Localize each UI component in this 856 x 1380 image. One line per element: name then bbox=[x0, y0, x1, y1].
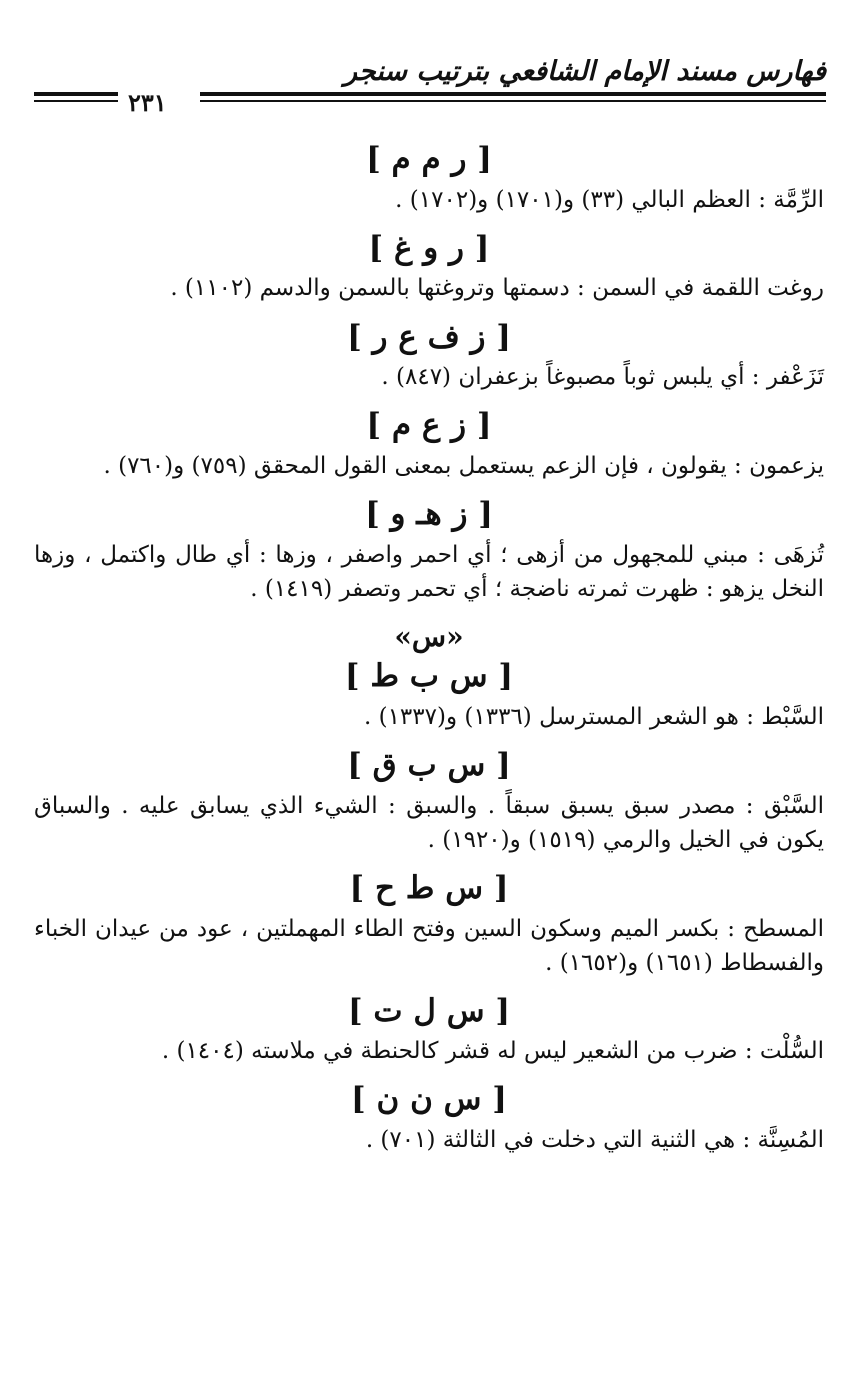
entry-text: تَزَعْفر : أي يلبس ثوباً مصبوغاً بزعفران (٨٤٧) . bbox=[381, 364, 824, 391]
root-heading: [ ر م م ] bbox=[366, 141, 492, 177]
section-s-l-t bbox=[34, 994, 824, 1069]
entry-text: السَّبْط : هو الشعر المسترسل (١٣٣٦) و(١٣٣٧) . bbox=[363, 704, 824, 731]
section-z-h-w bbox=[34, 497, 824, 606]
entry-text: المسطح : بكسر الميم وسكون السين وفتح الطاء المهملتين ، عود من عيدان الخباء والفسطاط (١٦٥١) و(١٦٥٢) . bbox=[34, 915, 824, 976]
section-s-n-n bbox=[34, 1082, 824, 1157]
root-heading: [ س ب ق ] bbox=[347, 747, 511, 784]
header-rule-right bbox=[200, 92, 826, 106]
section-z-a-m bbox=[34, 408, 824, 483]
letter-heading-sin: «س» bbox=[394, 619, 464, 653]
entry-text: يزعمون : يقولون ، فإن الزعم يستعمل بمعنى القول المحقق (٧٥٩) و(٧٦٠) . bbox=[103, 452, 824, 479]
entry-text: المُسِنَّة : هي الثنية التي دخلت في الثالثة (٧٠١) . bbox=[365, 1127, 824, 1154]
root-heading: [ ر و غ ] bbox=[368, 229, 490, 266]
root-heading: [ ز هـ و ] bbox=[365, 496, 493, 532]
entry-text: الرِّمَّة : العظم البالي (٣٣) و(١٧٠١) و(١٧٠٢) . bbox=[395, 186, 824, 213]
entry-text: روغت اللقمة في السمن : دسمتها وتروغتها بالسمن والدسم (١١٠٢) . bbox=[170, 275, 824, 302]
section-z-f-a-r bbox=[34, 320, 824, 395]
section-s-t-h bbox=[34, 871, 824, 980]
page-number: ٢٣١ bbox=[128, 88, 167, 117]
header-rule-left bbox=[34, 92, 118, 106]
root-heading: [ ز ف ع ر ] bbox=[347, 318, 511, 355]
entry-text: السَّبْق : مصدر سبق يسبق سبقاً . والسبق : الشيء الذي يسابق عليه . والسباق يكون في الخيل والرمي (١٥١٩) و(١٩٢٠) . bbox=[34, 792, 824, 853]
root-heading: [ س ن ن ] bbox=[351, 1081, 507, 1118]
entry-text: السُّلْت : ضرب من الشعير ليس له قشر كالحنطة في ملاسته (١٤٠٤) . bbox=[161, 1038, 824, 1065]
page-content bbox=[34, 142, 824, 1171]
page-header bbox=[30, 50, 826, 117]
section-r-w-gh bbox=[34, 231, 824, 306]
section-s-b-q bbox=[34, 748, 824, 857]
section-s-b-t bbox=[34, 659, 824, 734]
root-heading: [ س ط ح ] bbox=[349, 869, 509, 906]
entry-text: تُزهَى : مبني للمجهول من أزهى ؛ أي احمر واصفر ، وزها : أي طال واكتمل ، وزها النخل يزهو : ظهرت ثمرته ناضجة ؛ أي تحمر وتصفر (١٤١٩) . bbox=[34, 541, 824, 602]
root-heading: [ ز ع م ] bbox=[366, 407, 492, 444]
section-r-m-m bbox=[34, 142, 824, 217]
root-heading: [ س ب ط ] bbox=[344, 658, 514, 695]
root-heading: [ س ل ت ] bbox=[347, 992, 511, 1029]
running-title: فهارس مسند الإمام الشافعي بترتيب سنجر bbox=[343, 56, 826, 87]
